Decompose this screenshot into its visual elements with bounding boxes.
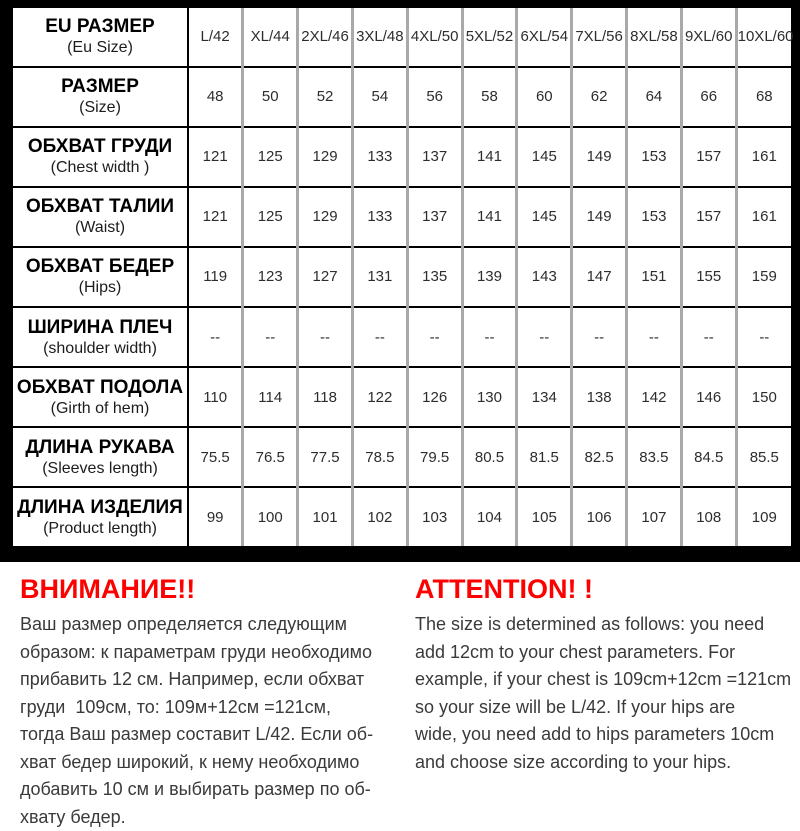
cell-value: 135 [407,247,462,307]
cell-value: -- [462,307,517,367]
cell-value: 102 [352,487,407,546]
table-row [13,8,791,67]
cell-value: 157 [681,187,736,247]
cell-value: 159 [736,247,791,307]
cell-value: 141 [462,187,517,247]
cell-value: 75.5 [188,427,243,487]
cell-value: 2XL/46 [298,8,353,67]
table-row [13,247,791,307]
cell-value: XL/44 [243,8,298,67]
cell-value: 85.5 [736,427,791,487]
cell-value: 149 [572,127,627,187]
table-row [13,427,791,487]
table-row [13,307,791,367]
cell-value: 145 [517,127,572,187]
row-label-en: (Sleeves length) [15,459,185,478]
row-label-en: (Girth of hem) [15,399,185,418]
note-russian [20,574,395,831]
note-body-ru [20,611,395,831]
cell-value: 84.5 [681,427,736,487]
row-label-en: (Hips) [15,278,185,297]
cell-value: -- [243,307,298,367]
row-label [13,427,188,487]
cell-value: 129 [298,187,353,247]
cell-value: 62 [572,67,627,127]
cell-value: 134 [517,367,572,427]
cell-value: 8XL/58 [627,8,682,67]
cell-value: 125 [243,127,298,187]
cell-value: -- [681,307,736,367]
note-line: add 12cm to your chest parameters. For [415,639,790,667]
cell-value: 153 [627,187,682,247]
cell-value: 123 [243,247,298,307]
row-label [13,247,188,307]
row-label [13,487,188,546]
size-table [13,8,791,546]
cell-value: 48 [188,67,243,127]
cell-value: 121 [188,127,243,187]
cell-value: -- [352,307,407,367]
cell-value: 101 [298,487,353,546]
row-label-ru: ДЛИНА РУКАВА [15,437,185,459]
row-label-ru: ОБХВАТ ТАЛИИ [15,196,185,218]
note-line: прибавить 12 см. Например, если обхват [20,666,395,694]
cell-value: 133 [352,187,407,247]
cell-value: 157 [681,127,736,187]
cell-value: -- [517,307,572,367]
cell-value: 127 [298,247,353,307]
table-row [13,187,791,247]
cell-value: 76.5 [243,427,298,487]
note-line: The size is determined as follows: you need [415,611,790,639]
cell-value: 138 [572,367,627,427]
cell-value: 161 [736,187,791,247]
cell-value: -- [736,307,791,367]
cell-value: -- [572,307,627,367]
note-body-en [415,611,790,776]
cell-value: 10XL/60 [736,8,791,67]
cell-value: 80.5 [462,427,517,487]
cell-value: 78.5 [352,427,407,487]
note-line: Ваш размер определяется следующим [20,611,395,639]
cell-value: 143 [517,247,572,307]
cell-value: 52 [298,67,353,127]
cell-value: 6XL/54 [517,8,572,67]
cell-value: 137 [407,187,462,247]
row-label-ru: ДЛИНА ИЗДЕЛИЯ [15,497,185,519]
cell-value: 108 [681,487,736,546]
note-line: добавить 10 см и выбирать размер по об- [20,776,395,804]
cell-value: 137 [407,127,462,187]
cell-value: 107 [627,487,682,546]
table-row [13,367,791,427]
cell-value: -- [298,307,353,367]
cell-value: 155 [681,247,736,307]
row-label-ru: ОБХВАТ ПОДОЛА [15,377,185,399]
cell-value: 153 [627,127,682,187]
cell-value: 103 [407,487,462,546]
cell-value: 56 [407,67,462,127]
cell-value: 126 [407,367,462,427]
cell-value: 60 [517,67,572,127]
cell-value: 104 [462,487,517,546]
cell-value: 129 [298,127,353,187]
row-label-ru: РАЗМЕР [15,76,185,98]
note-line: and choose size according to your hips. [415,749,790,777]
row-label-en: (Size) [15,98,185,117]
note-line: so your size will be L/42. If your hips are [415,694,790,722]
note-english [415,574,790,831]
cell-value: 118 [298,367,353,427]
note-line: хвату бедер. [20,804,395,831]
cell-value: 133 [352,127,407,187]
cell-value: 64 [627,67,682,127]
table-row [13,487,791,546]
cell-value: 106 [572,487,627,546]
cell-value: 145 [517,187,572,247]
cell-value: -- [188,307,243,367]
cell-value: 119 [188,247,243,307]
cell-value: -- [627,307,682,367]
row-label-en: (Product length) [15,519,185,538]
table-row [13,67,791,127]
row-label-ru: ОБХВАТ ГРУДИ [15,136,185,158]
cell-value: 68 [736,67,791,127]
cell-value: 122 [352,367,407,427]
cell-value: 110 [188,367,243,427]
cell-value: 139 [462,247,517,307]
size-table-body [13,8,791,546]
cell-value: 99 [188,487,243,546]
note-line: wide, you need add to hips parameters 10cm [415,721,790,749]
cell-value: 4XL/50 [407,8,462,67]
note-line: тогда Ваш размер составит L/42. Если об- [20,721,395,749]
note-line: хват бедер широкий, к нему необходимо [20,749,395,777]
cell-value: 150 [736,367,791,427]
row-label [13,187,188,247]
row-label-en: (Chest width ) [15,158,185,177]
row-label-ru: ШИРИНА ПЛЕЧ [15,317,185,339]
cell-value: 141 [462,127,517,187]
cell-value: 54 [352,67,407,127]
cell-value: 58 [462,67,517,127]
attention-heading-en: ATTENTION! ! [415,574,790,604]
cell-value: 105 [517,487,572,546]
cell-value: 114 [243,367,298,427]
cell-value: 142 [627,367,682,427]
cell-value: -- [407,307,462,367]
row-label-ru: EU РАЗМЕР [15,16,185,38]
cell-value: 3XL/48 [352,8,407,67]
row-label [13,367,188,427]
cell-value: 83.5 [627,427,682,487]
cell-value: 7XL/56 [572,8,627,67]
cell-value: 50 [243,67,298,127]
note-line: example, if your chest is 109cm+12cm =121cm [415,666,790,694]
row-label-en: (Eu Size) [15,38,185,57]
cell-value: 149 [572,187,627,247]
row-label [13,8,188,67]
cell-value: 151 [627,247,682,307]
row-label [13,127,188,187]
cell-value: 82.5 [572,427,627,487]
cell-value: 5XL/52 [462,8,517,67]
row-label [13,67,188,127]
row-label-en: (Waist) [15,218,185,237]
cell-value: 130 [462,367,517,427]
cell-value: 100 [243,487,298,546]
cell-value: 66 [681,67,736,127]
note-line: образом: к параметрам груди необходимо [20,639,395,667]
cell-value: 79.5 [407,427,462,487]
cell-value: L/42 [188,8,243,67]
row-label [13,307,188,367]
cell-value: 77.5 [298,427,353,487]
table-row [13,127,791,187]
row-label-ru: ОБХВАТ БЕДЕР [15,256,185,278]
cell-value: 147 [572,247,627,307]
notes-section [0,562,800,831]
cell-value: 125 [243,187,298,247]
note-line: груди 109см, то: 109м+12см =121см, [20,694,395,722]
cell-value: 146 [681,367,736,427]
cell-value: 109 [736,487,791,546]
attention-heading-ru: ВНИМАНИЕ!! [20,574,395,604]
cell-value: 81.5 [517,427,572,487]
cell-value: 161 [736,127,791,187]
cell-value: 131 [352,247,407,307]
cell-value: 121 [188,187,243,247]
row-label-en: (shoulder width) [15,339,185,358]
cell-value: 9XL/60 [681,8,736,67]
